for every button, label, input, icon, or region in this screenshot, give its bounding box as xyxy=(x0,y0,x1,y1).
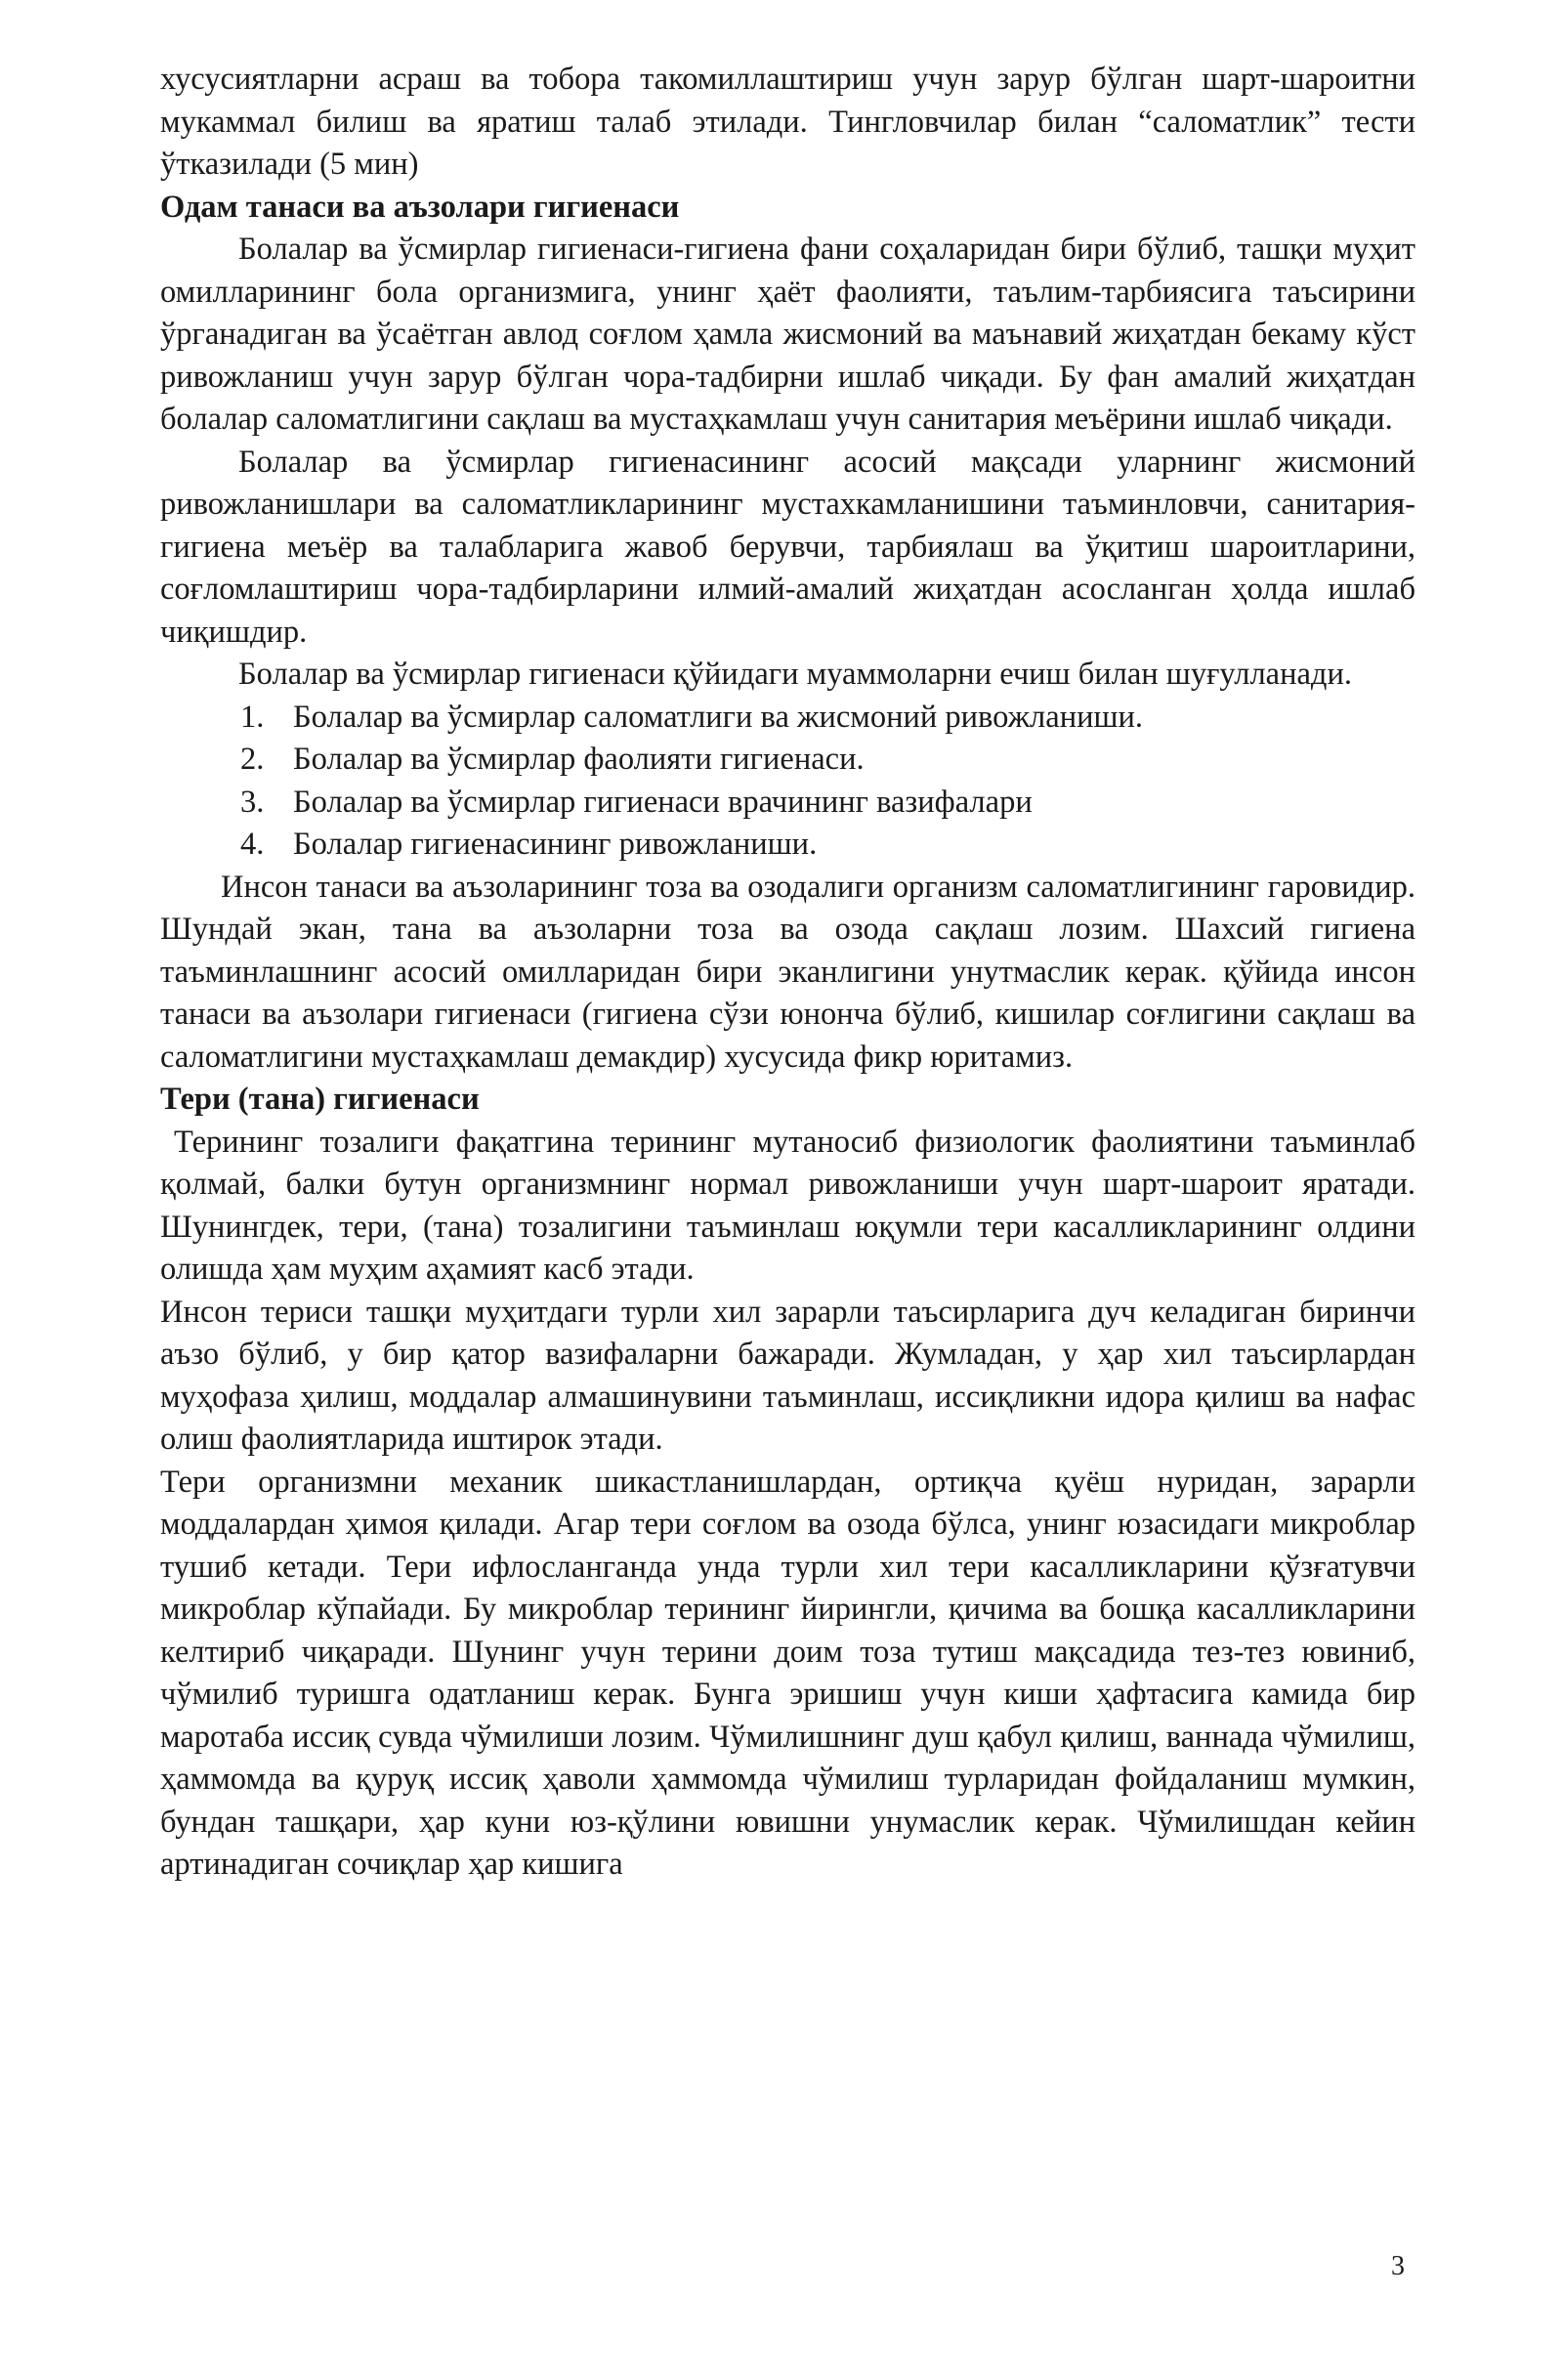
numbered-list xyxy=(160,697,1415,867)
section-heading-body-hygiene: Одам танаси ва аъзолари гигиенаси xyxy=(160,189,680,225)
list-item-number: 3. xyxy=(240,784,265,820)
section-heading-skin-hygiene: Тери (тана) гигиенаси xyxy=(160,1082,480,1117)
body-paragraph: Тери организмни механик шикастланишлардан, ортиқча қуёш нуридан, зарарли моддалардан ҳимоя қилади. Агар тери соғлом ва озода бўлса, унинг юзасидаги микроблар тушиб кетади. Тери ифлосланганда унда турли хил тери касалликларини қўзғатувчи микроблар кўпайади. Бу микроблар терининг йирингли, қичима ва бошқа касалликларини келтириб чиқаради. Шунинг учун терини доим тоза тутиш мақсадида тез-тез ювиниб, чўмилиб туришга одатланиш керак. Бунга эришиш учун киши ҳафтасига камида бир маротаба иссиқ сувда чўмилиши лозим. Чўмилишнинг душ қабул қилиш, ваннада чўмилиш, ҳаммомда ва қуруқ иссиқ ҳаволи ҳаммомда чўмилиш турларидан фойдаланиш мумкин, бундан ташқари, ҳар куни юз-қўлини ювишни унумаслик керак. Чўмилишдан кейин артинадиган сочиқлар ҳар кишига xyxy=(160,1464,1415,1882)
page-number: 3 xyxy=(1391,2251,1405,2281)
body-paragraph: Болалар ва ўсмирлар гигиенаси қўйидаги муаммоларни ечиш билан шуғулланади. xyxy=(238,657,1352,692)
list-item xyxy=(160,739,1415,782)
body-paragraph: Инсон териси ташқи муҳитдаги турли хил зарарли таъсирларига дуч келадиган биринчи аъзо бўлиб, у бир қатор вазифаларни бажаради. Жумладан, у ҳар хил таъсирлардан муҳофаза ҳилиш, моддалар алмашинувини таъминлаш, иссиқликни идора қилиш ва нафас олиш фаолиятларида иштирок этади. xyxy=(160,1294,1415,1457)
list-item-text: Болалар ва ўсмирлар саломатлиги ва жисмоний ривожланиши. xyxy=(293,699,1144,735)
list-item-text: Болалар ва ўсмирлар фаолияти гигиенаси. xyxy=(293,742,865,777)
body-paragraph: Болалар ва ўсмирлар гигиенаси-гигиена фани соҳаларидан бири бўлиб, ташқи муҳит омилларининг бола организмига, унинг ҳаёт фаолияти, таълим-тарбиясига таъсирини ўрганадиган ва ўсаётган авлод соғлом ҳамла жисмоний ва маънавий жиҳатдан бекаму кўст ривожланиш учун зарур бўлган чора-тадбирни ишлаб чиқади. Бу фан амалий жиҳатдан болалар саломатлигини сақлаш ва мустаҳкамлаш учун санитария меъёрини ишлаб чиқади. xyxy=(160,232,1415,437)
list-item-text: Болалар ва ўсмирлар гигиенаси врачининг вазифалари xyxy=(293,784,1033,820)
list-item xyxy=(160,824,1415,867)
list-item-number: 4. xyxy=(240,827,265,862)
body-paragraph: Инсон танаси ва аъзоларининг тоза ва озодалиги организм саломатлигининг гаровидир. Шундай экан, тана ва аъзоларни тоза ва озода сақлаш лозим. Шахсий гигиена таъминлашнинг асосий омилларидан бири эканлигини унутмаслик керак. қўйида инсон танаси ва аъзолари гигиенаси (гигиена сўзи юнонча бўлиб, кишилар соғлигини сақлаш ва саломатлигини мустаҳкамлаш демакдир) хусусида фикр юритамиз. xyxy=(160,869,1415,1075)
intro-paragraph: хусусиятларни асраш ва тобора такомиллаштириш учун зарур бўлган шарт-шароитни мукаммал билиш ва яратиш талаб этилади. Тингловчилар билан “саломатлик” тести ўтказилади (5 мин) xyxy=(160,62,1415,182)
body-paragraph: Болалар ва ўсмирлар гигиенасининг асосий мақсади уларнинг жисмоний ривожланишлари ва саломатликларининг мустахкамланишини таъминловчи, санитария-гигиена меъёр ва талабларига жавоб берувчи, тарбиялаш ва ўқитиш шароитларини, соғломлаштириш чора-тадбирларини илмий-амалий жиҳатдан асосланган ҳолда ишлаб чиқишдир. xyxy=(160,444,1415,650)
list-item-number: 1. xyxy=(240,699,265,735)
list-item-number: 2. xyxy=(240,742,265,777)
body-paragraph: Терининг тозалиги фақатгина терининг мутаносиб физиологик фаолиятини таъминлаб қолмай, балки бутун организмнинг нормал ривожланиши учун шарт-шароит яратади. Шунингдек, тери, (тана) тозалигини таъминлаш юқумли тери касалликларининг олдини олишда ҳам муҳим аҳамият касб этади. xyxy=(160,1124,1415,1287)
list-item-text: Болалар гигиенасининг ривожланиши. xyxy=(293,827,818,862)
document-page xyxy=(160,59,1415,1887)
list-item xyxy=(160,782,1415,825)
list-item xyxy=(160,697,1415,740)
